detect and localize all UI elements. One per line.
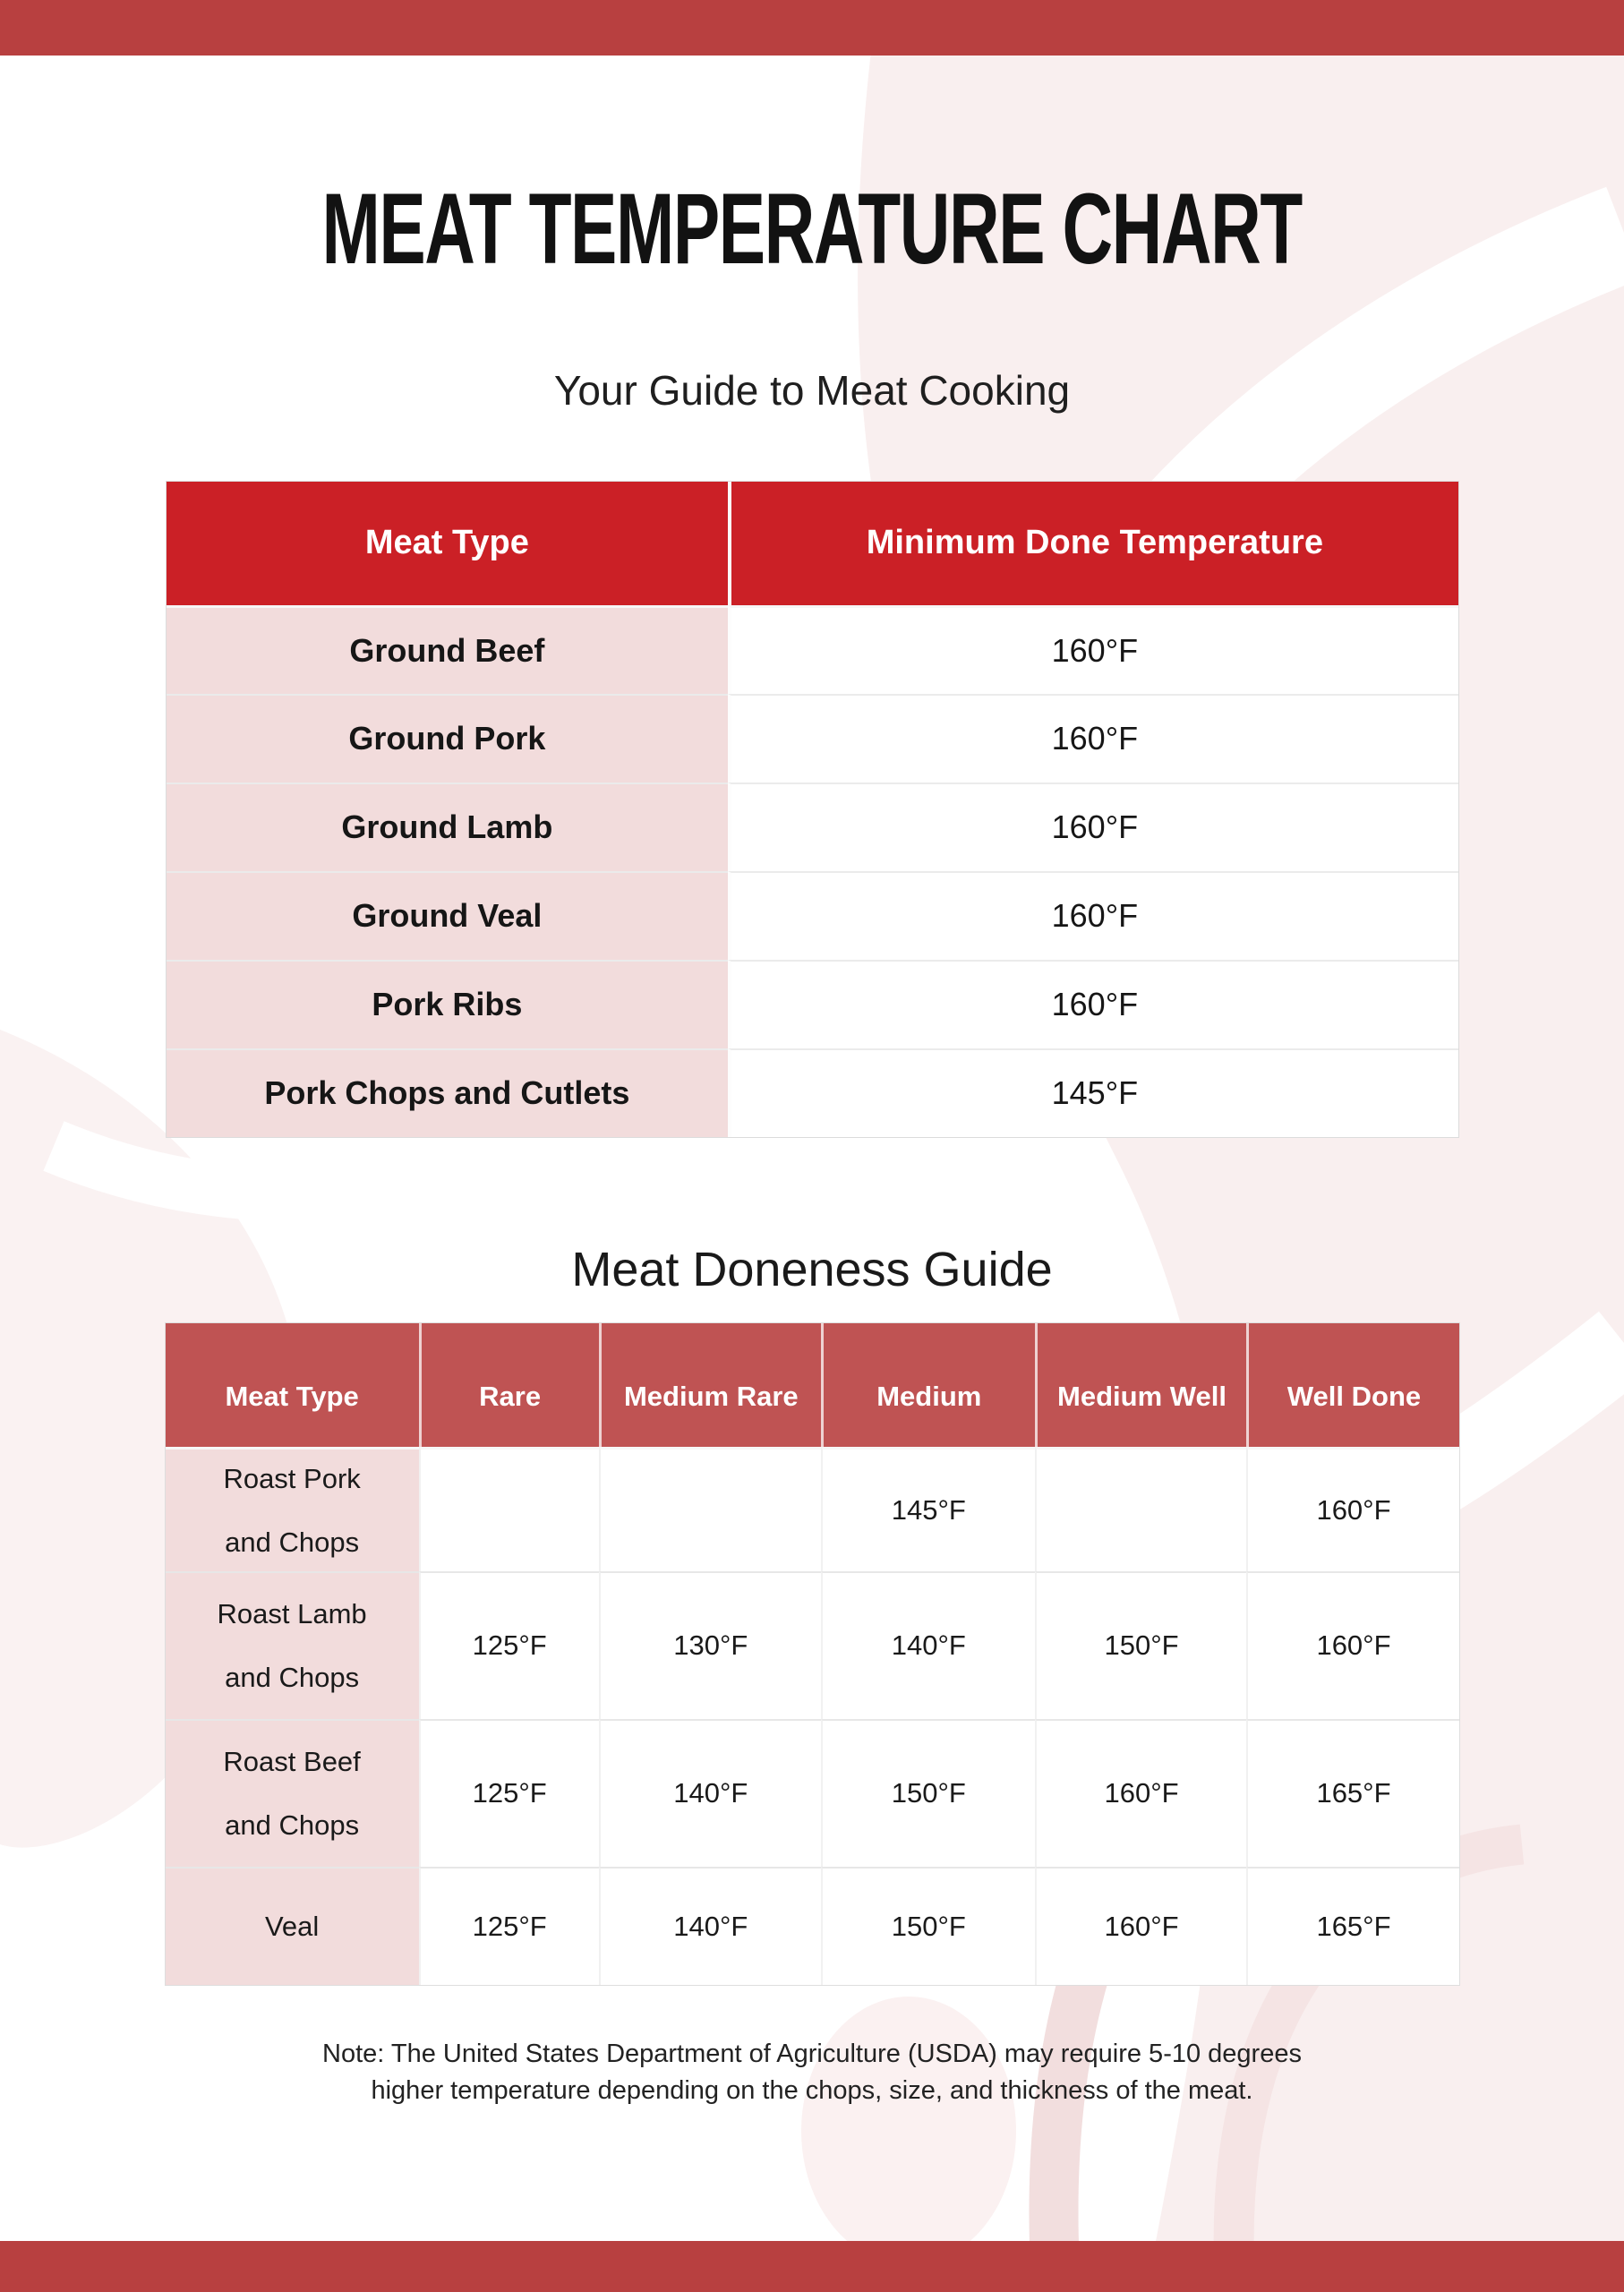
bottom-accent-bar (0, 2241, 1624, 2292)
meat-name-line: Roast Beef (223, 1746, 361, 1778)
temp-value: 160°F (1316, 1493, 1391, 1526)
temp-cell (599, 1719, 822, 1867)
temp-value: 165°F (1316, 1910, 1391, 1942)
table-row (166, 1447, 1459, 1571)
temp-cell (419, 1867, 599, 1985)
column-header-rare: Rare (419, 1323, 599, 1447)
column-header-medium-well: Medium Well (1035, 1323, 1247, 1447)
temp-cell (419, 1571, 599, 1719)
meat-type-cell: Ground Beef (167, 605, 729, 694)
meat-type-cell (166, 1867, 419, 1985)
temp-cell (599, 1571, 822, 1719)
temp-cell (821, 1867, 1034, 1985)
usda-note (0, 2036, 1624, 2109)
page-title-text: MEAT TEMPERATURE CHART (321, 173, 1303, 285)
temp-cell: 145°F (728, 1048, 1457, 1137)
usda-note-line1: Note: The United States Department of Agriculture (USDA) may require 5-10 degrees (322, 2039, 1302, 2068)
temp-cell (821, 1447, 1034, 1571)
table-row (167, 1048, 1458, 1137)
table-row (167, 960, 1458, 1048)
table-row (166, 1867, 1459, 1985)
table-row (166, 1571, 1459, 1719)
temp-value: 160°F (1316, 1629, 1391, 1662)
temp-value: 150°F (1104, 1629, 1179, 1662)
min-temp-table-header-row (167, 482, 1458, 605)
meat-name-line: Roast Lamb (217, 1598, 367, 1630)
temp-value: 165°F (1316, 1777, 1391, 1809)
temp-value: 130°F (673, 1629, 748, 1662)
top-accent-bar (0, 0, 1624, 56)
page-title (0, 172, 1624, 287)
temp-cell: 160°F (728, 871, 1457, 960)
meat-type-cell: Ground Pork (167, 694, 729, 783)
doneness-table-header-row (166, 1323, 1459, 1447)
temp-cell (1035, 1447, 1247, 1571)
table-row (166, 1719, 1459, 1867)
meat-name-line: and Chops (225, 1526, 360, 1558)
column-header-medium-rare: Medium Rare (599, 1323, 822, 1447)
page-subtitle: Your Guide to Meat Cooking (553, 366, 1071, 414)
temp-cell (419, 1447, 599, 1571)
meat-type-cell (166, 1571, 419, 1719)
meat-type-cell: Ground Lamb (167, 783, 729, 871)
meat-type-cell (166, 1447, 419, 1571)
meat-name-line: and Chops (225, 1809, 360, 1842)
temp-value: 150°F (891, 1910, 966, 1942)
temp-cell (419, 1719, 599, 1867)
temp-cell (599, 1867, 822, 1985)
meat-type-cell (166, 1719, 419, 1867)
temp-value: 160°F (1104, 1910, 1179, 1942)
temp-cell (1035, 1571, 1247, 1719)
table-row (167, 783, 1458, 871)
meat-type-cell: Pork Chops and Cutlets (167, 1048, 729, 1137)
min-temp-table (166, 481, 1459, 1138)
temp-value: 150°F (891, 1777, 966, 1809)
temp-value: 145°F (891, 1493, 966, 1526)
temp-cell: 160°F (728, 960, 1457, 1048)
temp-value: 125°F (472, 1777, 547, 1809)
temp-value: 160°F (1104, 1777, 1179, 1809)
usda-note-line2: higher temperature depending on the chops, size, and thickness of the meat. (371, 2075, 1253, 2105)
column-header-meat-type: Meat Type (167, 482, 729, 605)
table-row (167, 871, 1458, 960)
column-header-medium: Medium (821, 1323, 1034, 1447)
temp-cell (1246, 1571, 1458, 1719)
temp-cell (1246, 1867, 1458, 1985)
temp-value: 140°F (891, 1629, 966, 1662)
temp-cell (1035, 1867, 1247, 1985)
meat-type-cell: Pork Ribs (167, 960, 729, 1048)
temp-cell: 160°F (728, 605, 1457, 694)
temp-cell (821, 1571, 1034, 1719)
column-header-well-done: Well Done (1246, 1323, 1458, 1447)
temp-cell: 160°F (728, 783, 1457, 871)
meat-name-line: Veal (264, 1911, 320, 1943)
meat-name-line: and Chops (225, 1662, 360, 1694)
temp-cell (821, 1719, 1034, 1867)
temp-value: 140°F (673, 1910, 748, 1942)
section-title-doneness-guide: Meat Doneness Guide (571, 1242, 1053, 1296)
temp-cell (1246, 1447, 1458, 1571)
meat-name-line: Roast Pork (223, 1462, 361, 1494)
temp-value: 140°F (673, 1777, 748, 1809)
column-header-min-done-temp: Minimum Done Temperature (728, 482, 1457, 605)
temp-cell: 160°F (728, 694, 1457, 783)
temp-cell (1246, 1719, 1458, 1867)
doneness-table (165, 1322, 1460, 1986)
table-row (167, 694, 1458, 783)
column-header-meat-type: Meat Type (166, 1323, 419, 1447)
temp-value: 125°F (472, 1910, 547, 1942)
meat-type-cell: Ground Veal (167, 871, 729, 960)
table-row (167, 605, 1458, 694)
temp-value: 125°F (472, 1629, 547, 1662)
temp-cell (599, 1447, 822, 1571)
temp-cell (1035, 1719, 1247, 1867)
